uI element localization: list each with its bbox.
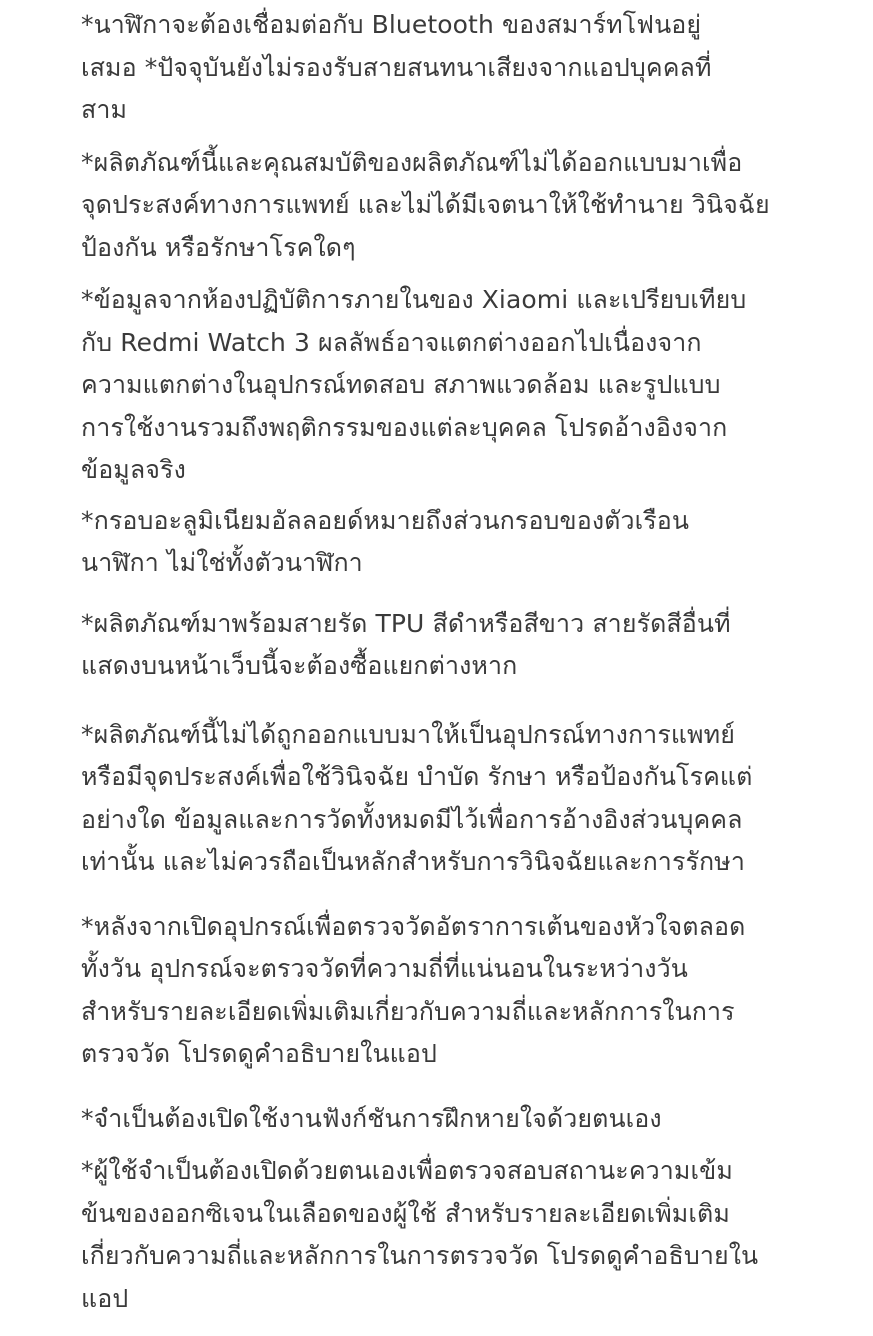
note-line: แอป	[81, 1283, 129, 1313]
note-line: *ผลิตภัณฑ์มาพร้อมสายรัด TPU สีดำหรือสีขาว สายรัดสีอื่นที่	[81, 608, 731, 638]
disclaimer-list	[81, 0, 801, 1320]
note-line: *จำเป็นต้องเปิดใช้งานฟังก์ชันการฝึกหายใจด้วยตนเอง	[81, 1103, 662, 1133]
note-line: *ข้อมูลจากห้องปฏิบัติการภายในของ Xiaomi และเปรียบเทียบ	[81, 285, 747, 314]
note-line: หรือมีจุดประสงค์เพื่อใช้วินิจฉัย บำบัด รักษา หรือป้องกันโรคแต่	[81, 762, 753, 791]
note-line: ข้นของออกซิเจนในเลือดของผู้ใช้ สำหรับรายละเอียดเพิ่มเติม	[81, 1198, 730, 1228]
note-line: สำหรับรายละเอียดเพิ่มเติมเกี่ยวกับความถี่และหลักการในการ	[81, 996, 735, 1026]
disclaimer-breathing-note	[81, 1098, 801, 1141]
note-line: สาม	[81, 95, 128, 124]
note-line: กับ Redmi Watch 3 ผลลัพธ์อาจแตกต่างออกไปเนื่องจาก	[81, 327, 702, 357]
note-line: ทั้งวัน อุปกรณ์จะตรวจวัดที่ความถี่ที่แน่นอนในระหว่างวัน	[81, 954, 688, 983]
note-line: นาฬิกา ไม่ใช่ทั้งตัวนาฬิกา	[81, 548, 363, 577]
note-line: เท่านั้น และไม่ควรถือเป็นหลักสำหรับการวินิจฉัยและการรักษา	[81, 847, 745, 876]
note-line: เสมอ *ปัจจุบันยังไม่รองรับสายสนทนาเสียงจากแอปบุคคลที่	[81, 52, 712, 82]
disclaimer-not-medical-device-note	[81, 714, 801, 884]
disclaimer-blood-oxygen-note	[81, 1150, 801, 1320]
note-line: *กรอบอะลูมิเนียมอัลลอยด์หมายถึงส่วนกรอบของตัวเรือน	[81, 505, 690, 535]
note-line: *นาฬิกาจะต้องเชื่อมต่อกับ Bluetooth ของสมาร์ทโฟนอยู่	[81, 10, 702, 39]
note-line: *ผลิตภัณฑ์นี้และคุณสมบัติของผลิตภัณฑ์ไม่ได้ออกแบบมาเพื่อ	[81, 147, 743, 177]
disclaimer-strap-note	[81, 603, 801, 688]
note-line: ข้อมูลจริง	[81, 455, 186, 484]
note-line: เกี่ยวกับความถี่และหลักการในการตรวจวัด โปรดดูคำอธิบายใน	[81, 1241, 759, 1270]
note-line: ตรวจวัด โปรดดูคำอธิบายในแอป	[81, 1039, 437, 1068]
note-line: ป้องกัน หรือรักษาโรคใดๆ	[81, 232, 356, 262]
disclaimer-lab-data-note	[81, 279, 801, 492]
disclaimer-bluetooth-note	[81, 0, 801, 132]
note-line: อย่างใด ข้อมูลและการวัดทั้งหมดมีไว้เพื่อการอ้างอิงส่วนบุคคล	[81, 804, 743, 834]
note-line: แสดงบนหน้าเว็บนี้จะต้องซื้อแยกต่างหาก	[81, 651, 518, 680]
note-line: การใช้งานรวมถึงพฤติกรรมของแต่ละบุคคล โปรดอ้างอิงจาก	[81, 412, 728, 442]
note-line: *ผู้ใช้จำเป็นต้องเปิดด้วยตนเองเพื่อตรวจสอบสถานะความเข้ม	[81, 1156, 733, 1185]
disclaimer-medical-purpose-note	[81, 142, 801, 270]
note-line: *ผลิตภัณฑ์นี้ไม่ได้ถูกออกแบบมาให้เป็นอุปกรณ์ทางการแพทย์	[81, 719, 735, 749]
disclaimer-aluminum-frame-note	[81, 500, 801, 585]
note-line: จุดประสงค์ทางการแพทย์ และไม่ได้มีเจตนาให้ใช้ทำนาย วินิจฉัย	[81, 190, 770, 219]
note-line: *หลังจากเปิดอุปกรณ์เพื่อตรวจวัดอัตราการเต้นของหัวใจตลอด	[81, 911, 746, 941]
disclaimer-heart-rate-note	[81, 906, 801, 1076]
note-line: ความแตกต่างในอุปกรณ์ทดสอบ สภาพแวดล้อม และรูปแบบ	[81, 370, 721, 399]
